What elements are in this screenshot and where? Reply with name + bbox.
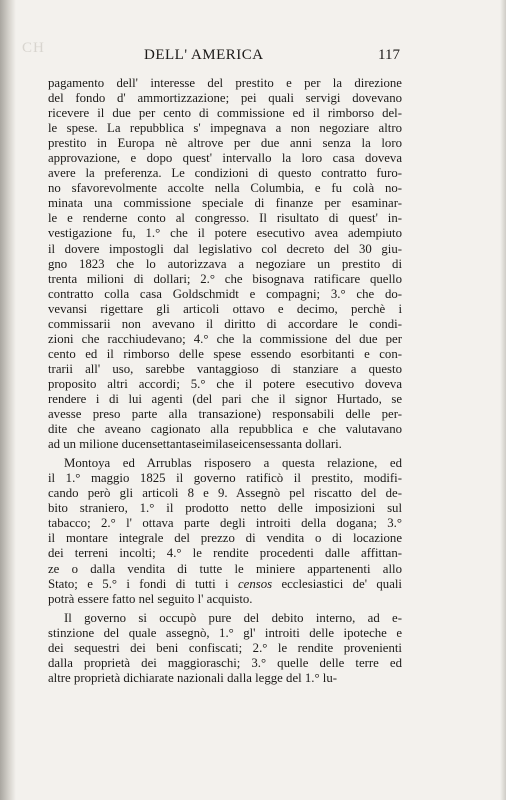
- body-text: [48, 76, 402, 686]
- text-line: potrà essere fatto nel seguito l' acquisto.: [48, 591, 253, 606]
- text-line: tabacco; 2.° l' ottava parte degli introiti della dogana; 3.°: [48, 516, 402, 531]
- text-line: il montare integrale del prezzo di vendita o di locazione: [48, 531, 402, 546]
- text-line: dei terreni incolti; 4.° le rendite procedenti dalle affittan-: [48, 546, 402, 561]
- text-line: avesse preso parte alla transazione) responsabili delle per-: [48, 407, 402, 422]
- text-line: proposito altri accordi; 5.° che il potere esecutivo doveva: [48, 376, 402, 391]
- page-number: 117: [378, 47, 400, 63]
- page-gutter-shadow: [0, 0, 16, 800]
- text-line: vevansi rigettare gli articoli ottavo e decimo, perchè i: [48, 301, 402, 316]
- text-line: ze o dalla vendita di tutte le miniere appartenenti allo: [48, 561, 402, 576]
- text-line: approvazione, e dopo quest' intervallo la loro casa doveva: [48, 151, 402, 166]
- text-line: Stato; e 5.° i fondi di tutti i censos ecclesiastici de' quali: [48, 576, 402, 591]
- text-line: trenta milioni di dollari; 2.° che bisognava ratificare quello: [48, 271, 402, 286]
- text-line: ricevere il due per cento di commissione ed il rimborso del-: [48, 106, 402, 121]
- text-line: pagamento dell' interesse del prestito e per la direzione: [48, 76, 402, 90]
- text-line: dalla proprietà dei maggioraschi; 3.° quelle delle terre ed: [48, 655, 402, 670]
- text-line: ad un milione ducensettantaseimilaseicensessanta dollari.: [48, 437, 342, 452]
- text-line: le spese. La repubblica s' impegnava a non negoziare altro: [48, 121, 402, 136]
- text-line: rendere i di lui agenti (del pari che il signor Hurtado, se: [48, 391, 402, 406]
- text-line: no sfavorevolmente accolte nella Columbia, e fu colà no-: [48, 181, 402, 196]
- text-line: il 1.° maggio 1825 il governo ratificò il prestito, modifi-: [48, 471, 402, 486]
- text-line: dei sequestri dei beni confiscati; 2.° le rendite provenienti: [48, 640, 402, 655]
- text-line: le e renderne conto al congresso. Il risultato di quest' in-: [48, 211, 402, 226]
- running-title: DELL' AMERICA: [144, 47, 264, 63]
- text-line: del fondo d' ammortizzazione; pei quali servigi dovevano: [48, 91, 402, 106]
- text-line: prestito in Europa nè altrove per due anni senza la loro: [48, 136, 402, 151]
- text-line: commissarii non avevano il diritto di accordare le condi-: [48, 316, 402, 331]
- text-line: altre proprietà dichiarate nazionali dalla legge del 1.° lu-: [48, 670, 338, 685]
- text-line: stinzione del quale assegnò, 1.° gl' introiti delle ipoteche e: [48, 625, 402, 640]
- text-line: Montoya ed Arrublas risposero a questa relazione, ed: [64, 456, 402, 471]
- paragraph: [48, 76, 402, 452]
- text-line: Il governo si occupò pure del debito interno, ad e-: [64, 610, 402, 625]
- text-line: minata una commissione speciale di finanze per esaminar-: [48, 196, 402, 211]
- text-line: contratto colla casa Goldschmidt e compagni; 3.° che do-: [48, 286, 402, 301]
- text-line: zioni che racchiudevano; 4.° che la commissione del due per: [48, 331, 402, 346]
- text-line: dite che aveano cagionato alla repubblica e che valutavano: [48, 422, 402, 437]
- page-edge: [500, 0, 506, 800]
- text-line: cento ed il rimborso delle spese essendo esorbitanti e con-: [48, 346, 402, 361]
- bleed-through-text: CH: [22, 40, 45, 56]
- text-line: il dovere impostogli dal legislativo col decreto del 30 giu-: [48, 241, 402, 256]
- text-line: bito straniero, 1.° il prodotto netto delle imposizioni sul: [48, 501, 402, 516]
- paragraph: [48, 456, 402, 606]
- running-head: [50, 47, 400, 69]
- text-line: vestigazione fu, 1.° che il potere esecutivo avea adempiuto: [48, 226, 402, 241]
- text-line: avere la preferenza. Le condizioni di questo contratto furo-: [48, 166, 402, 181]
- paragraph: [48, 611, 402, 686]
- text-line: trarii all' uso, sarebbe vantaggioso di stanziare a questo: [48, 361, 402, 376]
- text-line: gno 1823 che lo autorizzava a negoziare un prestito di: [48, 256, 402, 271]
- text-line: cando però gli articoli 8 e 9. Assegnò pel riscatto del de-: [48, 486, 402, 501]
